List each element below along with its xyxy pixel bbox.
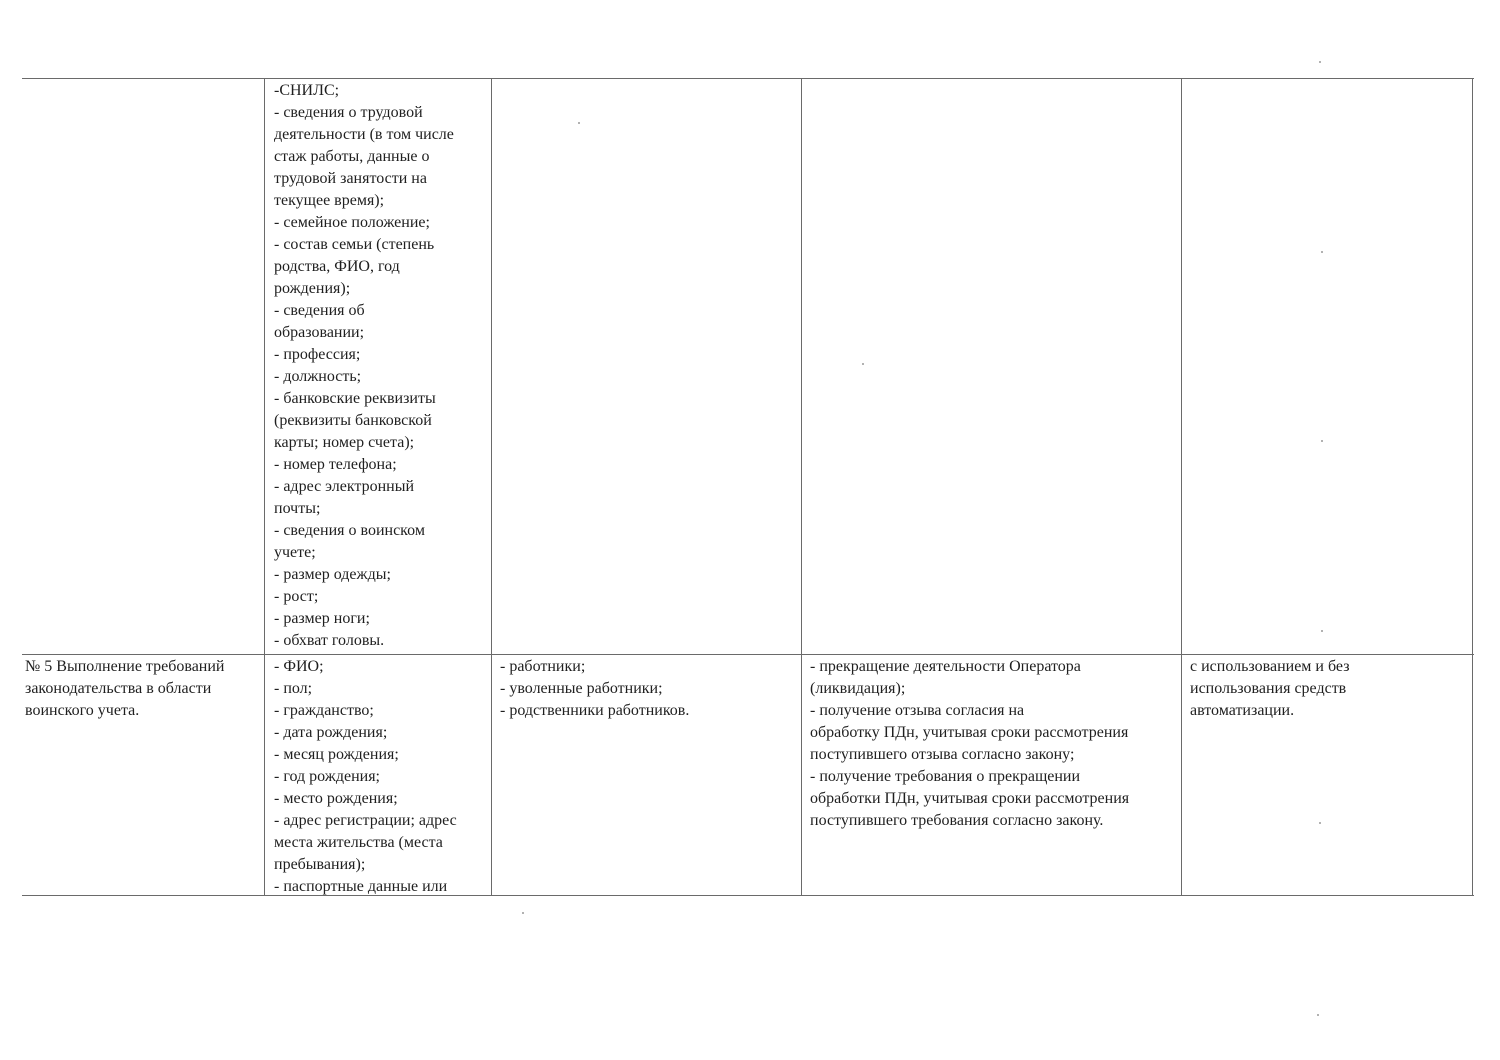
table-right-border bbox=[1472, 78, 1473, 896]
method-line: использования средств bbox=[1190, 680, 1347, 697]
list-item: карты; номер счета); bbox=[274, 434, 415, 451]
list-item: - рост; bbox=[274, 588, 319, 605]
column-divider-2 bbox=[491, 78, 492, 896]
list-item: - номер телефона; bbox=[274, 456, 397, 473]
method-line: с использованием и без bbox=[1190, 658, 1350, 675]
list-item: - адрес электронный bbox=[274, 478, 415, 495]
list-item: текущее время); bbox=[274, 192, 385, 209]
list-item: трудовой занятости на bbox=[274, 170, 427, 187]
list-item: - банковские реквизиты bbox=[274, 390, 436, 407]
list-item: - работники; bbox=[500, 658, 586, 675]
list-item: - размер ноги; bbox=[274, 610, 370, 627]
list-item: - получение отзыва согласия на bbox=[810, 702, 1025, 719]
list-item: (ликвидация); bbox=[810, 680, 906, 697]
scan-speck bbox=[1317, 1014, 1319, 1016]
list-item: - состав семьи (степень bbox=[274, 236, 435, 253]
list-item: - паспортные данные или bbox=[274, 878, 448, 895]
method-line: автоматизации. bbox=[1190, 702, 1295, 719]
scan-speck bbox=[862, 363, 864, 365]
list-item: пребывания); bbox=[274, 856, 366, 873]
column-divider-4 bbox=[1181, 78, 1182, 896]
list-item: - месяц рождения; bbox=[274, 746, 399, 763]
list-item: образовании; bbox=[274, 324, 365, 341]
row2-personal-data-list bbox=[274, 656, 488, 898]
list-item: - ФИО; bbox=[274, 658, 324, 675]
scan-speck bbox=[1321, 251, 1323, 253]
list-item: родства, ФИО, год bbox=[274, 258, 400, 275]
list-item: - обхват головы. bbox=[274, 632, 385, 649]
list-item: - профессия; bbox=[274, 346, 361, 363]
list-item: деятельности (в том числе bbox=[274, 126, 454, 143]
list-item: - должность; bbox=[274, 368, 362, 385]
row2-termination-conditions bbox=[810, 656, 1178, 832]
scan-speck bbox=[1321, 440, 1323, 442]
column-divider-1 bbox=[264, 78, 265, 896]
list-item: учете; bbox=[274, 544, 316, 561]
list-item: почты; bbox=[274, 500, 321, 517]
list-item: обработки ПДн, учитывая сроки рассмотрения bbox=[810, 790, 1130, 807]
row-divider bbox=[22, 654, 1474, 655]
column-divider-3 bbox=[801, 78, 802, 896]
list-item: обработку ПДн, учитывая сроки рассмотрения bbox=[810, 724, 1129, 741]
list-item: - дата рождения; bbox=[274, 724, 388, 741]
purpose-line: № 5 Выполнение требований bbox=[25, 658, 225, 675]
list-item: поступившего отзыва согласно закону; bbox=[810, 746, 1075, 763]
list-item: - место рождения; bbox=[274, 790, 398, 807]
list-item: - гражданство; bbox=[274, 702, 374, 719]
list-item: - уволенные работники; bbox=[500, 680, 663, 697]
purpose-line: воинского учета. bbox=[25, 702, 140, 719]
list-item: поступившего требования согласно закону. bbox=[810, 812, 1104, 829]
list-item: - сведения о трудовой bbox=[274, 104, 423, 121]
table-bottom-border bbox=[22, 895, 1474, 896]
scan-speck bbox=[1319, 822, 1321, 824]
list-item: рождения); bbox=[274, 280, 351, 297]
scan-speck bbox=[578, 122, 580, 124]
scan-speck bbox=[1321, 630, 1323, 632]
scan-speck bbox=[522, 912, 524, 914]
list-item: (реквизиты банковской bbox=[274, 412, 432, 429]
list-item: места жительства (места bbox=[274, 834, 443, 851]
row2-processing-purpose bbox=[25, 656, 261, 722]
scan-speck bbox=[1319, 61, 1321, 63]
list-item: - семейное положение; bbox=[274, 214, 430, 231]
table-top-border bbox=[22, 78, 1474, 79]
list-item: - пол; bbox=[274, 680, 313, 697]
list-item: - родственники работников. bbox=[500, 702, 690, 719]
row1-personal-data-list bbox=[274, 80, 488, 652]
row2-processing-method bbox=[1190, 656, 1468, 722]
list-item: -СНИЛС; bbox=[274, 82, 340, 99]
list-item: - сведения о воинском bbox=[274, 522, 425, 539]
list-item: - адрес регистрации; адрес bbox=[274, 812, 457, 829]
row2-data-subjects bbox=[500, 656, 796, 722]
list-item: - сведения об bbox=[274, 302, 365, 319]
list-item: - размер одежды; bbox=[274, 566, 391, 583]
list-item: - год рождения; bbox=[274, 768, 380, 785]
list-item: стаж работы, данные о bbox=[274, 148, 430, 165]
purpose-line: законодательства в области bbox=[25, 680, 212, 697]
list-item: - прекращение деятельности Оператора bbox=[810, 658, 1081, 675]
list-item: - получение требования о прекращении bbox=[810, 768, 1081, 785]
